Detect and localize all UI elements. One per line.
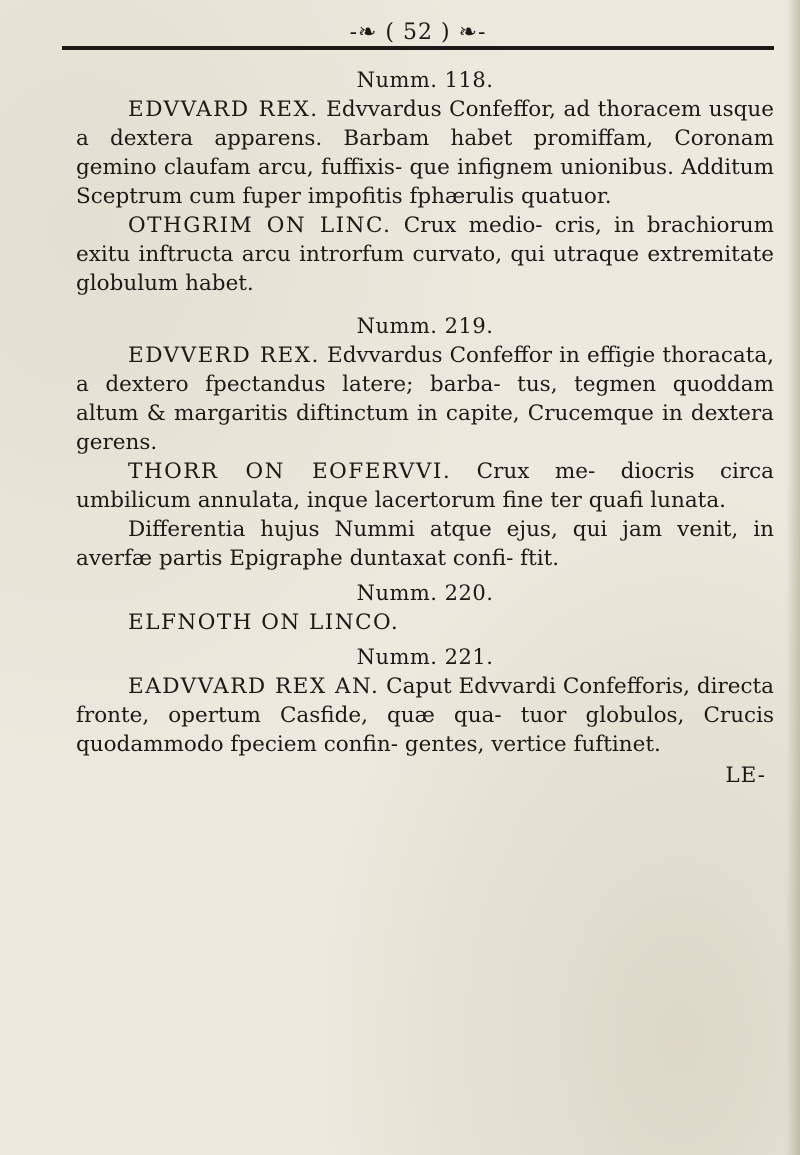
entry-text: Crux medio- cris, in brachiorum exitu inftructa arcu introrfum curvato, qui utraque extremitate globulum habet. — [76, 213, 774, 296]
text-body — [76, 60, 774, 790]
page-edge-shadow — [786, 0, 800, 1155]
entry-paragraph — [76, 457, 774, 515]
entry-paragraph — [76, 341, 774, 457]
entry-heading: Numm. 219. — [356, 314, 494, 338]
entry-legend: THORR ON EOFERVVI. — [128, 459, 452, 484]
entry-paragraph — [76, 672, 774, 759]
entry-legend: EADVVARD REX AN. — [128, 674, 380, 699]
entry-paragraph — [76, 608, 774, 637]
entry-heading: Numm. 220. — [356, 581, 494, 605]
page-header — [62, 14, 774, 50]
entry-text: Edvvardus Confeffor in effigie thoracata, a dextero fpectandus latere; barba- tus, tegmen quoddam altum & margaritis diftinctum in capite, Crucemque in dextera gerens. — [76, 343, 774, 455]
entry-text: Differentia hujus Nummi atque ejus, qui jam venit, in averfæ partis Epigraphe duntaxat confi- ftit. — [76, 517, 774, 571]
entry-paragraph — [76, 211, 774, 298]
entry-legend: EDVVERD REX. — [128, 343, 320, 368]
entry-heading: Numm. 221. — [356, 645, 494, 669]
catchword: LE- — [725, 763, 766, 788]
entry-paragraph — [76, 95, 774, 211]
header-rule — [62, 46, 774, 50]
entry-text: Edvvardus Confeffor, ad thoracem usque a dextera apparens. Barbam habet promiffam, Coronam gemino claufam arcu, fuffixis- que infignem unionibus. Additum Sceptrum cum fuper impofitis fphærulis quatuor. — [76, 97, 774, 209]
page-number: -❧ ( 52 ) ❧- — [349, 20, 487, 45]
entry-legend: ELFNOTH ON LINCO. — [128, 610, 400, 635]
entry-text: Crux me- diocris circa umbilicum annulata, inque lacertorum fine ter quafi lunata. — [76, 459, 774, 513]
entry-heading: Numm. 118. — [356, 68, 494, 92]
entry-legend: OTHGRIM ON LINC. — [128, 213, 392, 238]
entry-paragraph — [76, 515, 774, 573]
entry-legend: EDVVARD REX. — [128, 97, 319, 122]
entry-text: Caput Edvvardi Confefforis, directa fronte, opertum Casfide, quæ qua- tuor globulos, Crucis quodammodo fpeciem confin- gentes, vertice fuftinet. — [76, 674, 774, 757]
